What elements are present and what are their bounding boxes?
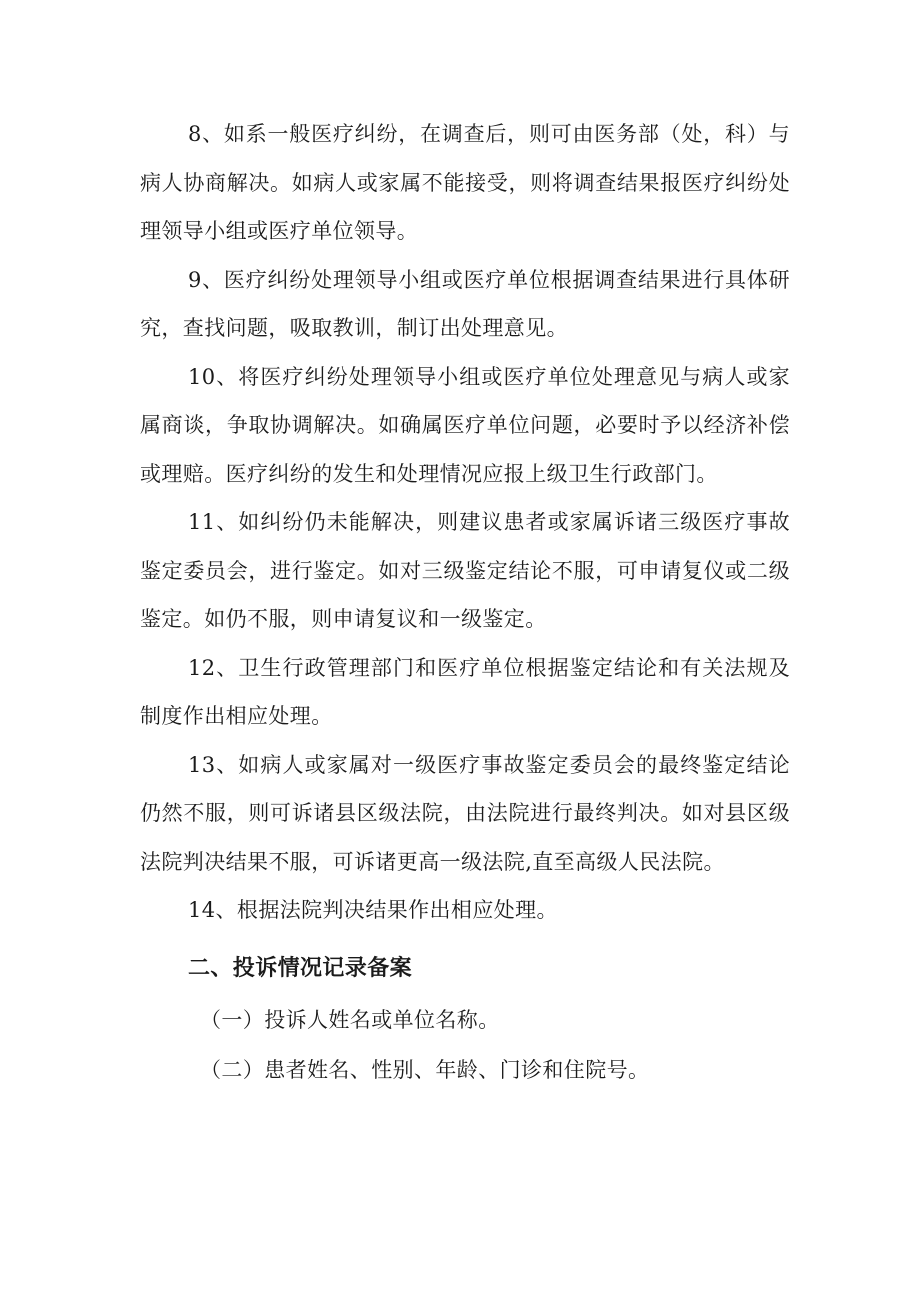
document-body — [140, 110, 790, 1095]
list-item: （二）患者姓名、性别、年龄、门诊和住院号。 — [200, 1057, 650, 1082]
paragraph-9: 9、医疗纠纷处理领导小组或医疗单位根据调查结果进行具体研究，查找问题，吸取教训，制订出处理意见。 — [140, 267, 790, 340]
paragraph-8: 8、如系一般医疗纠纷，在调查后，则可由医务部（处，科）与病人协商解决。如病人或家属不能接受，则将调查结果报医疗纠纷处理领导小组或医疗单位领导。 — [140, 122, 790, 243]
paragraph-14: 14、根据法院判决结果作出相应处理。 — [188, 898, 558, 922]
paragraph-12: 12、卫生行政管理部门和医疗单位根据鉴定结论和有关法规及制度作出相应处理。 — [140, 655, 790, 728]
section-heading: 二、投诉情况记录备案 — [188, 955, 413, 981]
paragraph-11: 11、如纠纷仍未能解决，则建议患者或家属诉诸三级医疗事故鉴定委员会，进行鉴定。如对三级鉴定结论不服，可申请复仪或二级鉴定。如仍不服，则申请复议和一级鉴定。 — [140, 510, 790, 631]
list-item: （一）投诉人姓名或单位名称。 — [200, 1007, 500, 1032]
paragraph-10: 10、将医疗纠纷处理领导小组或医疗单位处理意见与病人或家属商谈，争取协调解决。如确属医疗单位问题，必要时予以经济补偿或理赔。医疗纠纷的发生和处理情况应报上级卫生行政部门。 — [140, 364, 790, 486]
paragraph-13: 13、如病人或家属对一级医疗事故鉴定委员会的最终鉴定结论仍然不服，则可诉诸县区级法院，由法院进行最终判决。如对县区级法院判决结果不服，可诉诸更高一级法院,直至高级人民法院。 — [140, 752, 790, 874]
